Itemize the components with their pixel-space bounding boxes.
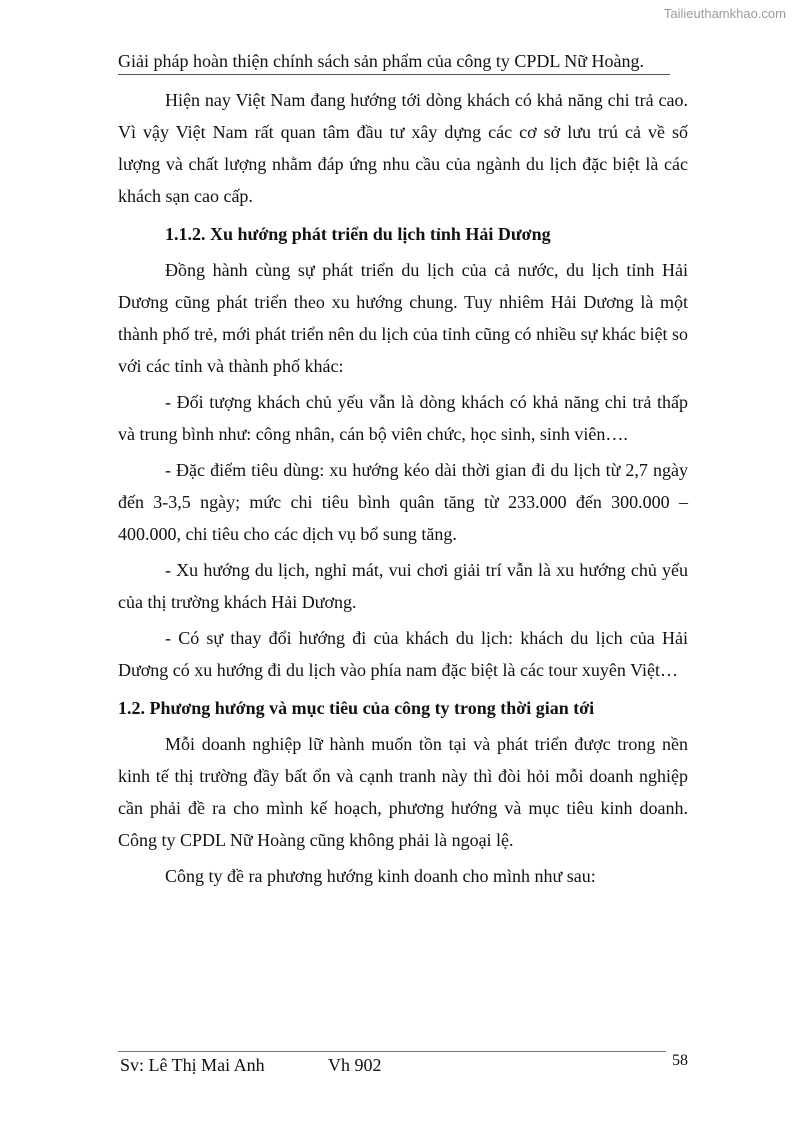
bullet-paragraph: - Xu hướng du lịch, nghỉ mát, vui chơi giải trí vẫn là xu hướng chủ yếu của thị trường khách Hải Dương. xyxy=(118,560,688,612)
paragraph: Mỗi doanh nghiệp lữ hành muốn tồn tại và phát triển được trong nền kinh tế thị trường đầy bất ổn và cạnh tranh này thì đòi hỏi mỗi doanh nghiệp cần phải đề ra cho mình kế hoạch, phương hướng và mục tiêu kinh doanh. Công ty CPDL Nữ Hoàng cũng không phải là ngoại lệ. xyxy=(118,734,688,850)
footer xyxy=(120,1054,382,1076)
paragraph: Đồng hành cùng sự phát triển du lịch của cả nước, du lịch tỉnh Hải Dương cũng phát triển theo xu hướng chung. Tuy nhiêm Hải Dương là một thành phố trẻ, mới phát triển nên du lịch của tỉnh cũng có nhiều sự khác biệt so với các tỉnh và thành phố khác: xyxy=(118,260,688,376)
watermark: Tailieuthamkhao.com xyxy=(663,6,786,21)
running-header: Giải pháp hoàn thiện chính sách sản phẩm của công ty CPDL Nữ Hoàng. xyxy=(118,50,670,75)
footer-divider xyxy=(118,1051,666,1052)
paragraph: Hiện nay Việt Nam đang hướng tới dòng khách có khả năng chi trả cao. Vì vậy Việt Nam rất quan tâm đầu tư xây dựng các cơ sở lưu trú cả về số lượng và chất lượng nhằm đáp ứng nhu cầu của ngành du lịch đặc biệt là các khách sạn cao cấp. xyxy=(118,90,688,206)
page-number: 58 xyxy=(672,1052,688,1069)
bullet-paragraph: - Đặc điểm tiêu dùng: xu hướng kéo dài thời gian đi du lịch từ 2,7 ngày đến 3-3,5 ngày; mức chi tiêu bình quân tăng từ 233.000 đến 300.000 – 400.000, chi tiêu cho các dịch vụ bổ sung tăng. xyxy=(118,460,688,544)
section-heading: 1.1.2. Xu hướng phát triển du lịch tỉnh Hải Dương xyxy=(165,224,551,244)
bullet-paragraph: - Đối tượng khách chủ yếu vẫn là dòng khách có khả năng chi trả thấp và trung bình như: công nhân, cán bộ viên chức, học sinh, sinh viên…. xyxy=(118,392,688,444)
page-body xyxy=(118,84,688,896)
footer-student: Sv: Lê Thị Mai Anh xyxy=(120,1055,265,1075)
footer-class: Vh 902 xyxy=(328,1055,382,1075)
bullet-paragraph: - Có sự thay đổi hướng đi của khách du lịch: khách du lịch của Hải Dương có xu hướng đi du lịch vào phía nam đặc biệt là các tour xuyên Việt… xyxy=(118,628,688,680)
paragraph: Công ty đề ra phương hướng kinh doanh cho mình như sau: xyxy=(165,866,596,886)
section-heading: 1.2. Phương hướng và mục tiêu của công ty trong thời gian tới xyxy=(118,698,595,718)
